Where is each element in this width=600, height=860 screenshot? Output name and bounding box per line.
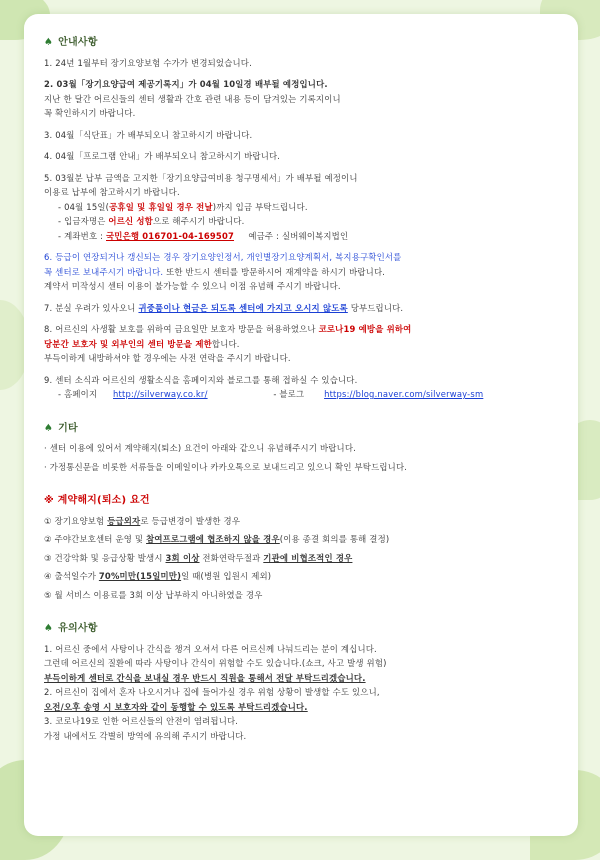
notice-item-2c: 꼭 확인하시기 바랍니다. (44, 108, 136, 118)
links-row (44, 387, 564, 402)
etc-line-2: · 가정통신문을 비롯한 서류들을 이메일이나 카카오톡으로 보내드리고 있으니 확인 부탁드립니다. (44, 461, 408, 472)
notice-item-2a: 2. 03월「장기요양급여 제공기록지」가 04월 10일경 배부될 예정입니다. (44, 79, 328, 89)
newsletter-content (44, 36, 564, 743)
notice-item-9: 9. 센터 소식과 어르신의 생활소식을 홈페이지와 블로그를 통해 접하실 수 있습니다. (44, 374, 358, 385)
termination-cond-2: ② 주야간보호센터 운영 및 참여프로그램에 협조하지 않을 경우(이용 종결 회의를 통해 결정) (44, 534, 390, 544)
termination-cond-1: ① 장기요양보험 등급외자로 등급변경이 발생한 경우 (44, 515, 241, 526)
termination-cond-3: ③ 건강악화 및 응급상황 발생시 3회 이상 전화연락두절과 기관에 비협조적인 경우 (44, 552, 353, 563)
notice-item-8a: 8. 어르신의 사생활 보호를 위하여 금요일만 보호자 방문을 허용하였으나 코로나19 예방을 위하여 (44, 324, 412, 334)
termination-cond-5: ⑤ 월 서비스 이용료를 3회 이상 납부하지 아니하였을 경우 (44, 589, 263, 600)
etc-title-text: 기타 (58, 422, 78, 434)
notice-item-5b: 이용료 납부에 참고하시기 바랍니다. (44, 187, 180, 197)
notice-item-2b: 지난 한 달간 어르신들의 센터 생활과 간호 관련 내용 등이 담겨있는 기록지이니 (44, 93, 341, 104)
notice-item-8b: 당분간 보호자 및 외부인의 센터 방문을 제한합니다. (44, 338, 240, 349)
caution-line-7: 가정 내에서도 각별히 방역에 유의해 주시기 바랍니다. (44, 730, 247, 741)
notice-item-5e: - 계좌번호 : 국민은행 016701-04-169507 예금주 : 실버웨이복지법인 (58, 230, 349, 241)
notice-item-3: 3. 04월「식단표」가 배부되오니 참고하시기 바랍니다. (44, 129, 253, 140)
termination-title-text: ※ 계약해지(퇴소) 요건 (44, 495, 150, 506)
notice-item-4: 4. 04월「프로그램 안내」가 배부되오니 참고하시기 바랍니다. (44, 151, 281, 161)
homepage-link[interactable]: http://silverway.co.kr/ (113, 389, 208, 399)
caution-line-3: 부득이하게 센터로 간식을 보내실 경우 반드시 직원을 통해서 전달 부탁드리겠습니다. (44, 672, 366, 683)
caution-line-1: 1. 어르신 중에서 사탕이나 간식을 챙겨 오셔서 다른 어르신께 나눠드리는 분이 계십니다. (44, 643, 377, 654)
notice-item-6c: 계약서 미작성시 센터 이용이 불가능할 수 있으니 이점 유념해 주시기 바랍니다. (44, 281, 341, 291)
notice-item-5d: - 입금자명은 어르신 성함으로 해주시기 바랍니다. (58, 216, 245, 226)
notice-item-5c: - 04월 15일(공휴일 및 휴일일 경우 전날)까지 입금 부탁드립니다. (58, 201, 308, 212)
blog-link[interactable]: https://blog.naver.com/silverway-sm (324, 389, 484, 399)
notice-item-1: 1. 24년 1월부터 장기요양보험 수가가 변경되었습니다. (44, 57, 252, 68)
etc-line-1: · 센터 이용에 있어서 계약해지(퇴소) 요건이 아래와 같으니 유념해주시기 바랍니다. (44, 443, 356, 453)
caution-line-4: 2. 어르신이 집에서 혼자 나오시거나 집에 들어가실 경우 위험 상황이 발생할 수도 있으니, (44, 687, 380, 697)
caution-title-text: 유의사항 (58, 623, 98, 634)
caution-section-title (44, 622, 564, 637)
notice-title-text: 안내사항 (58, 37, 98, 48)
notice-item-8c: 부득이하게 내방하셔야 할 경우에는 사전 연락을 주시기 바랍니다. (44, 353, 291, 363)
notice-item-7: 7. 분실 우려가 있사오니 귀중품이나 현금은 되도록 센터에 가지고 오시지 않도록 당부드립니다. (44, 302, 404, 313)
club-suit-icon: ♠ (44, 37, 54, 48)
club-suit-icon: ♠ (44, 623, 54, 634)
club-suit-icon: ♠ (44, 422, 54, 434)
blog-label: - 블로그 (273, 389, 305, 399)
caution-line-5: 오전/오후 송영 시 보호자와 같이 동행할 수 있도록 부탁드리겠습니다. (44, 701, 308, 712)
notice-section-title (44, 36, 564, 51)
etc-section-title (44, 422, 564, 437)
termination-section-title (44, 494, 564, 509)
notice-item-6a: 6. 등급이 연장되거나 갱신되는 경우 장기요양인정서, 개인별장기요양계획서, 복지용구확인서를 (44, 252, 402, 262)
homepage-label: - 홈페이지 (58, 389, 98, 399)
notice-item-6b: 꼭 센터로 보내주시기 바랍니다. 또한 반드시 센터를 방문하시어 재계약을 하시기 바랍니다. (44, 266, 386, 277)
termination-cond-4: ④ 출석일수가 70%미만(15일미만)일 때(병원 입원시 제외) (44, 571, 272, 581)
caution-line-6: 3. 코로나19로 인한 어르신들의 안전이 염려됩니다. (44, 716, 239, 726)
notice-item-5a: 5. 03월분 납부 금액을 고지한「장기요양급여비용 청구명세서」가 배부될 예정이니 (44, 172, 358, 183)
caution-line-2: 그런데 어르신의 질환에 따라 사탕이나 간식이 위험할 수도 있습니다.(쇼크, 사고 발생 위험) (44, 658, 387, 668)
